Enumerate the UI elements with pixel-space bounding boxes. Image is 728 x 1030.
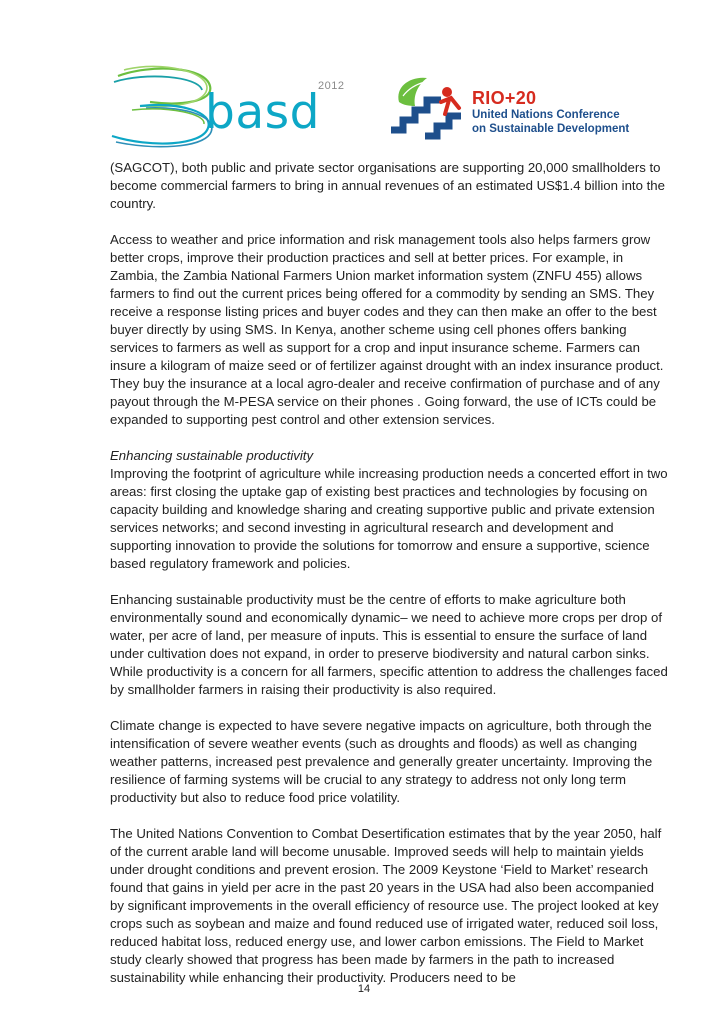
rio20-subtitle xyxy=(472,108,652,136)
page-header xyxy=(0,0,728,160)
paragraph-sagcot: (SAGCOT), both public and private sector organisations are supporting 20,000 smallholders to become commercial farmers to bring in annual revenues of an estimated US$1.4 billion into the country. xyxy=(110,160,665,211)
rio20-subtitle-line1: United Nations Conference xyxy=(472,109,620,121)
rio20-subtitle-line2: on Sustainable Development xyxy=(472,123,630,135)
basd-year: 2012 xyxy=(318,80,345,92)
paragraph-sustainable-productivity: Enhancing sustainable productivity must be the centre of efforts to make agriculture both environmentally sound and economically dynamic– we need to achieve more crops per drop of water, per acre of land, per measure of inputs. This is essential to ensure the surface of land under cultivation does not expand, in order to preserve biodiversity and natural carbon sinks. While productivity is a concern for all farmers, specific attention to address the challenges faced by smallholder farmers in raising their productivity is also required. xyxy=(110,592,668,697)
paragraph-weather-price-info: Access to weather and price information and risk management tools also helps farmers grow better crops, improve their production practices and sell at better prices. For example, in Zambia, the Zambia National Farmers Union market information system (ZNFU 455) allows farmers to find out the current prices being offered for a commodity by sending an SMS. They receive a response listing prices and buyer codes and they can then make an offer to the best buyer directly by using SMS. In Kenya, another scheme using cell phones offers banking services to farmers as well as support for a crop and input insurance scheme. Farmers can insure a kilogram of maize seed or of fertilizer against drought with an index insurance product. They buy the insurance at a local agro-dealer and receive confirmation of purchase and of any payout through the M-PESA service on their phones . Going forward, the use of ICTs could be expanded to supporting pest control and other extension services. xyxy=(110,232,664,427)
paragraph-desertification: The United Nations Convention to Combat Desertification estimates that by the year 2050, half of the current arable land will become unusable. Improved seeds will help to maintain yields under drought conditions and prevent erosion. The 2009 Keystone ‘Field to Market’ research found that gains in yield per acre in the past 20 years in the USA had also been accompanied by significant improvements in the overall efficiency of resource use. The project looked at key crops such as soybean and maize and found reduced use of irrigated water, reduced soil loss, reduced habitat loss, reduced energy use, and lower carbon emissions. The Field to Market study clearly showed that progress has been made by farmers in the path to increased sustainability while enhancing their productivity. Producers need to be xyxy=(110,826,662,985)
document-body xyxy=(110,159,668,1005)
rio20-title: RIO+20 xyxy=(472,88,537,108)
paragraph-footprint: Improving the footprint of agriculture while increasing production needs a concerted effort in two areas: first closing the uptake gap of existing best practices and technologies by focusing on capacity building and knowledge sharing and creating supportive public and private extension services networks; and second investing in agricultural research and development and supporting innovation to provide the solutions for tomorrow and ensure a supportive, science based regulatory framework and policies. xyxy=(110,466,668,571)
paragraph-climate-change: Climate change is expected to have severe negative impacts on agriculture, both through the intensification of severe weather events (such as droughts and floods) as well as changing weather patterns, increased pest prevalence and generally greater uncertainty. Improving the resilience of farming systems will be crucial to any strategy to address not only long term productivity but also to reduce food price volatility. xyxy=(110,718,653,805)
rio20-emblem-logo xyxy=(385,72,475,150)
section-subheading: Enhancing sustainable productivity xyxy=(110,448,314,463)
page-number: 14 xyxy=(357,983,371,995)
basd-wordmark: basd xyxy=(205,85,320,140)
